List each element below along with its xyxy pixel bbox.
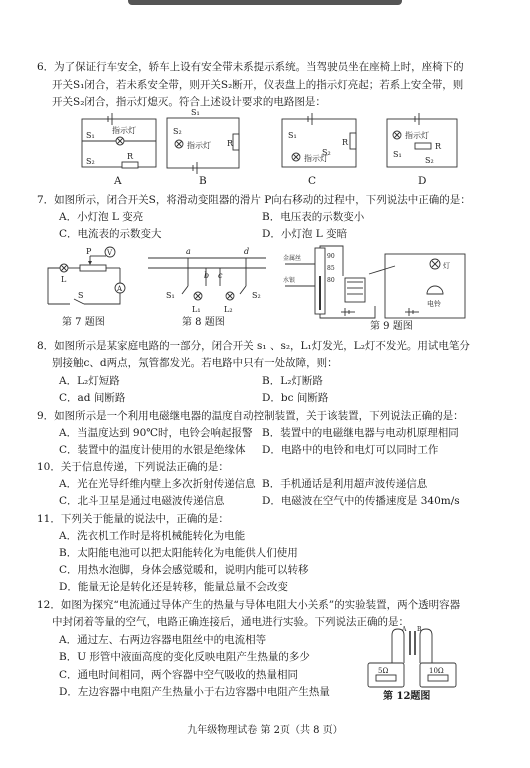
q8-label-l1: L₁ [192, 305, 201, 314]
q6-circuit-d [385, 113, 461, 173]
q6d-s2: S₂ [425, 156, 434, 165]
q6c-r: R [342, 138, 349, 147]
q9-label-light: 灯 [443, 262, 450, 270]
q9-option-d: D．电路中的电铃和电灯可以同时工作 [262, 444, 439, 456]
q6-stem-line2: 开关S₁闭合，若未系安全带，则开关S₂断开，仪表盘上的指示灯亮起；若系上安全带，则 [52, 79, 464, 91]
q7-label-s: S [78, 291, 84, 300]
q12-option-b: B．U 形管中液面高度的变化反映电阻产生热量的多少 [59, 651, 310, 663]
q7-option-c: C．电流表的示数变大 [59, 228, 162, 240]
q12-option-c: C．通电时间相同，两个容器中空气吸收的热量相同 [59, 669, 299, 681]
q8-label-s1: S₁ [166, 291, 175, 300]
q11-option-a: A．洗衣机工作时是将机械能转化为电能 [59, 530, 246, 542]
q8-option-a: A．L₂灯短路 [59, 375, 120, 387]
q12-label-r1: 5Ω [378, 667, 389, 675]
q8-stem-line1: 8．如图所示是某家庭电路的一部分，闭合开关 s₁ 、s₂，L₁灯发光，L₂灯不发光。用试电笔分 [37, 340, 470, 352]
q7-option-d: D．小灯泡 L 变暗 [262, 228, 348, 240]
q11-stem: 11．下列关于能量的说法中，正确的是： [37, 513, 229, 525]
q7-label-l: L [61, 275, 67, 284]
q6-circuit-a [80, 113, 160, 173]
q12-label-r2: 10Ω [429, 667, 444, 675]
q7-fig-label: 第 7 题图 [62, 317, 105, 328]
q6-option-d: D [418, 175, 427, 187]
q12-label-a: A [402, 626, 407, 633]
q8-label-b: b [204, 271, 210, 280]
q6-stem-line3: 开关S₂闭合，指示灯熄灭。符合上述设计要求的电路图是： [52, 96, 326, 108]
q7-label-p: P [86, 247, 92, 256]
q8-label-s2: S₂ [252, 291, 261, 300]
q6a-s1: S₁ [86, 131, 95, 140]
q9-tick-85: 85 [327, 265, 335, 272]
q9-figure [285, 246, 465, 326]
q6a-r: R [127, 152, 134, 161]
q8-figure [148, 246, 268, 318]
q10-option-c: C．北斗卫星是通过电磁波传递信息 [59, 495, 225, 507]
q9-label-bell: 电铃 [427, 300, 441, 308]
q6d-r: R [435, 142, 442, 151]
q6-stem-line1: 6．为了保证行车安全，轿车上设有安全带未系提示系统。当驾驶员坐在座椅上时，座椅下的 [37, 61, 464, 73]
q8-fig-label: 第 8 题图 [182, 317, 225, 328]
q9-label-metal: 金属丝 [283, 255, 302, 262]
q6b-s2: S₂ [173, 127, 182, 136]
q9-option-b: B．装置中的电磁继电器与电动机原理相同 [262, 427, 459, 439]
q6a-s2: S₂ [86, 157, 95, 166]
q6-option-a: A [114, 175, 122, 187]
q6-option-b: B [199, 175, 207, 187]
scan-edge [128, 0, 402, 5]
q12-stem-line2: 中封闭着等量的空气，电路正确连接后，通电进行实验。下列说法正确的是： [52, 616, 409, 628]
q10-stem: 10．关于信息传递，下列说法正确的是： [37, 461, 229, 473]
q10-option-b: B．手机通话是利用超声波传递信息 [262, 478, 428, 490]
q6-option-c: C [308, 175, 317, 187]
q6-circuit-b [165, 108, 245, 174]
q9-option-a: A．当温度达到 90℃时，电铃会响起报警 [59, 427, 253, 439]
q8-option-b: B．L₂灯断路 [262, 375, 323, 387]
q6d-s1: S₁ [393, 150, 402, 159]
q6b-r: R [227, 139, 234, 148]
q9-option-c: C．装置中的温度计使用的水银是绝缘体 [59, 444, 246, 456]
q11-option-b: B．太阳能电池可以把太阳能转化为电能供人们使用 [59, 547, 298, 559]
q8-label-d: d [244, 247, 250, 256]
q12-label-b: B [417, 626, 422, 633]
q12-stem-line1: 12．如图为探究“电流通过导体产生的热量与导体电阻大小关系”的实验装置，两个透明容器 [37, 599, 461, 611]
q10-option-a: A．光在光导纤维内壁上多次折射传递信息 [59, 478, 256, 490]
q12-fig-label: 第 12题图 [383, 691, 431, 702]
q11-option-c: C．用热水泡脚，身体会感觉暖和，说明内能可以转移 [59, 564, 309, 576]
q11-option-d: D．能量无论是转化还是转移，能量总量不会改变 [59, 581, 288, 593]
q6c-s2: S₂ [322, 148, 331, 157]
q6b-s1: S₁ [191, 108, 200, 117]
q9-stem: 9．如图所示是一个利用电磁继电器的温度自动控制装置，关于该装置，下列说法正确的是： [37, 410, 464, 422]
q8-stem-line2: 别接触c、d两点，氖管都发光。若电路中只有一处故障，则： [52, 357, 338, 369]
q10-option-d: D．电磁波在空气中的传播速度是 340m/s [262, 495, 460, 507]
q6-circuit-c [280, 113, 360, 173]
q6d-lamp-label: 指示灯 [405, 131, 429, 140]
q7-option-a: A．小灯泡 L 变亮 [59, 211, 144, 223]
q6c-s1: S₁ [288, 131, 297, 140]
page-footer: 九年级物理试卷 第 2页（共 8 页） [187, 725, 343, 736]
q7-option-b: B．电压表的示数变小 [262, 211, 365, 223]
q7-label-a: A [117, 285, 123, 293]
q9-tick-90: 90 [327, 253, 335, 260]
q9-label-mercury: 水银 [283, 277, 296, 284]
q9-fig-label: 第 9 题图 [370, 321, 413, 332]
q7-figure [40, 246, 135, 316]
q9-tick-80: 80 [327, 277, 335, 284]
q6c-lamp-label: 指示灯 [304, 154, 328, 163]
q7-stem: 7．如图所示，闭合开关S，将滑动变阻器的滑片 P向右移动的过程中，下列说法中正确的是： [37, 194, 471, 206]
q8-label-c: c [218, 271, 223, 280]
q12-option-d: D．左边容器中电阻产生热量小于右边容器中电阻产生热量 [59, 686, 330, 698]
q12-option-a: A．通过左、右两边容器电阻丝中的电流相等 [59, 634, 267, 646]
q8-option-c: C．ad 间断路 [59, 392, 126, 404]
q6b-lamp-label: 指示灯 [187, 141, 211, 150]
q7-label-v: V [107, 249, 113, 257]
q12-figure [368, 625, 458, 691]
q8-label-a: a [186, 247, 191, 256]
q6a-lamp-label: 指示灯 [112, 126, 136, 135]
q8-option-d: D．bc 间断路 [262, 392, 329, 404]
q8-label-l2: L₂ [224, 305, 233, 314]
